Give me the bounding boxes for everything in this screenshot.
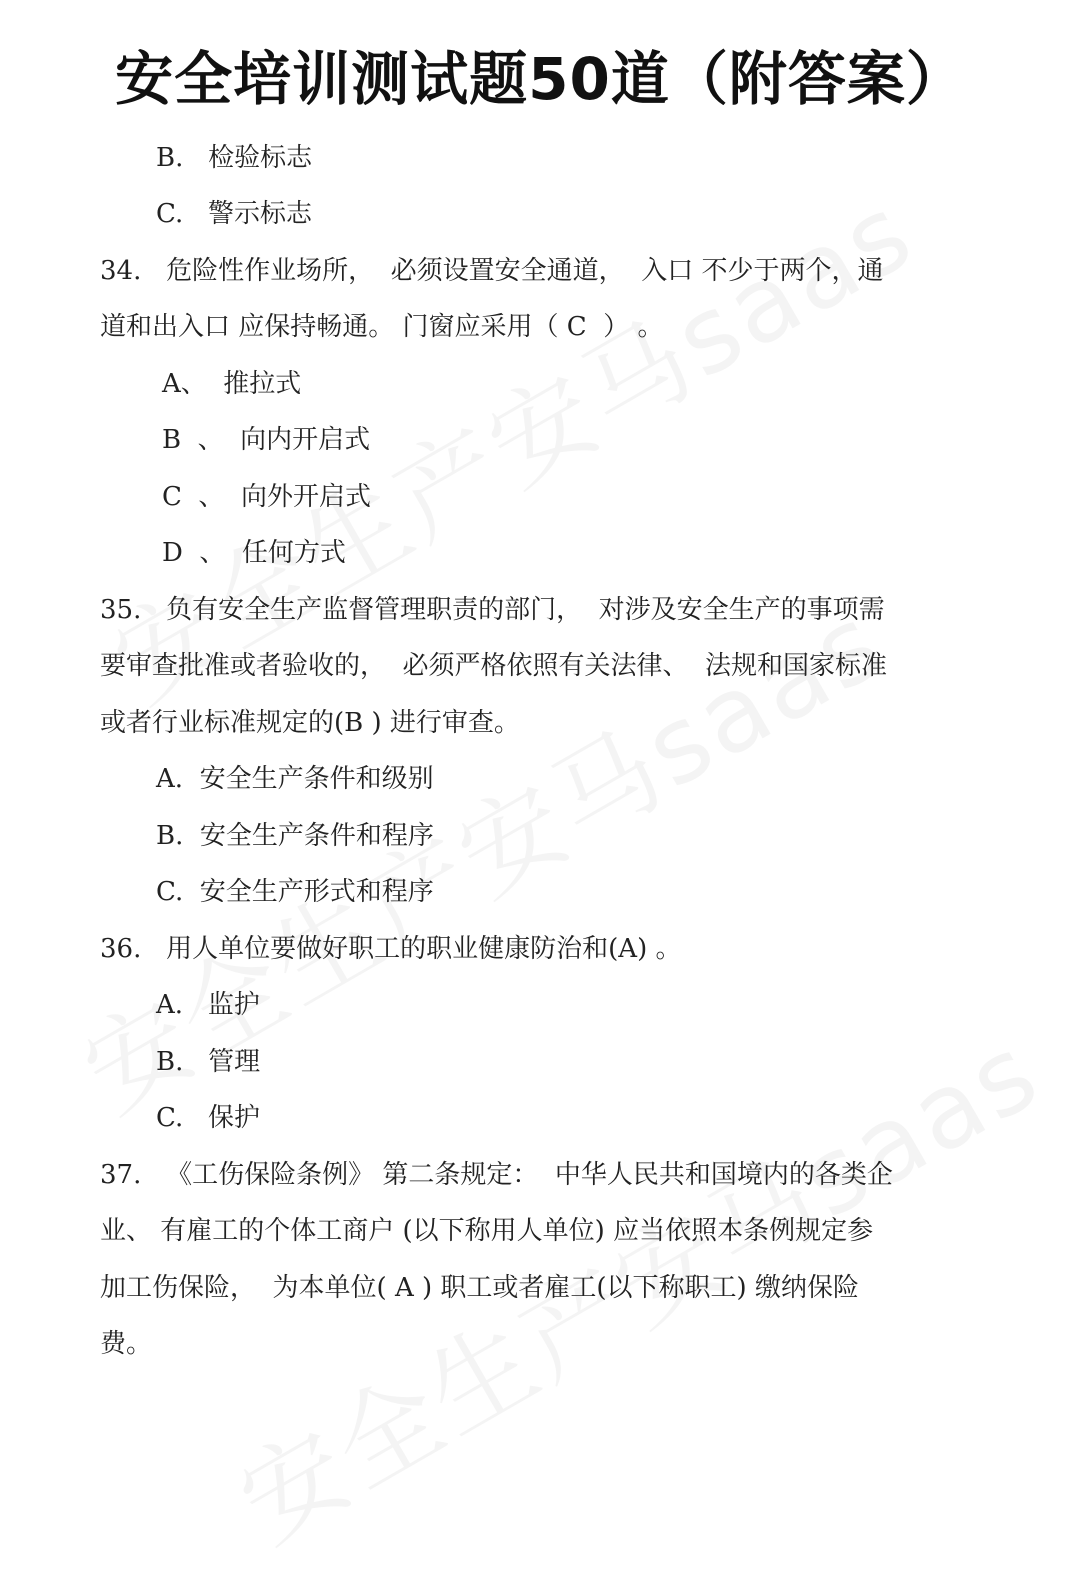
option-c-q36: C. 保护 <box>156 1103 261 1133</box>
question-37: 37. 《工伤保险条例》 第二条规定： 中华人民共和国境内的各类企 <box>100 1160 893 1190</box>
option-a-q35: A. 安全生产条件和级别 <box>156 764 434 794</box>
option-b-q34: B 、 向内开启式 <box>162 425 371 455</box>
question-37-cont: 业、 有雇工的个体工商户 (以下称用人单位) 应当依照本条例规定参 <box>100 1216 874 1246</box>
option-d-q34: D 、 任何方式 <box>162 538 346 568</box>
question-36: 36. 用人单位要做好职工的职业健康防治和(A) 。 <box>100 934 682 964</box>
question-34: 34. 危险性作业场所， 必须设置安全通道， 入口 不少于两个，通 <box>100 256 884 286</box>
question-35-cont: 或者行业标准规定的(B ) 进行审查。 <box>100 708 520 738</box>
option-a-q36: A. 监护 <box>156 990 260 1020</box>
option-a-q34: A、 推拉式 <box>162 369 302 399</box>
option-c-q33: C. 警示标志 <box>156 199 313 229</box>
option-b-q36: B. 管理 <box>156 1047 261 1077</box>
question-35: 35. 负有安全生产监督管理职责的部门， 对涉及安全生产的事项需 <box>100 595 885 625</box>
question-34-cont: 道和出入口 应保持畅通。 门窗应采用（ C ） 。 <box>100 312 664 342</box>
page-title: 安全培训测试题50道（附答案） <box>115 45 965 113</box>
option-b-q33: B. 检验标志 <box>156 143 313 173</box>
option-c-q34: C 、 向外开启式 <box>162 482 371 512</box>
option-c-q35: C. 安全生产形式和程序 <box>156 877 434 907</box>
option-b-q35: B. 安全生产条件和程序 <box>156 821 434 851</box>
question-35-cont: 要审查批准或者验收的， 必须严格依照有关法律、 法规和国家标准 <box>100 651 888 681</box>
question-37-cont: 加工伤保险， 为本单位( A ) 职工或者雇工(以下称职工) 缴纳保险 <box>100 1273 859 1303</box>
question-37-cont: 费。 <box>100 1329 153 1359</box>
